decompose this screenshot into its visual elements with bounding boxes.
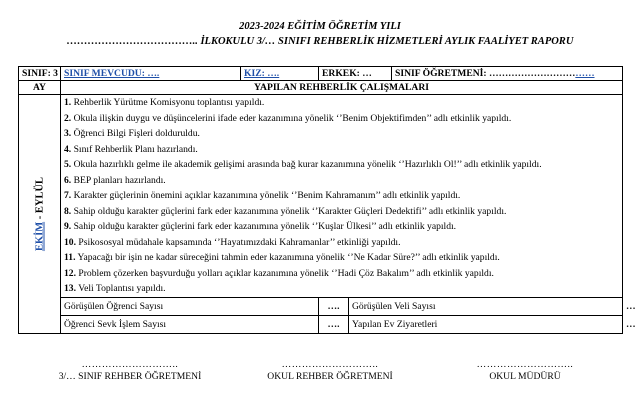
class-size-label: SINIF MEVCUDU: …. (61, 67, 241, 81)
activities-list (61, 95, 623, 298)
report-title: ……………………………….. İLKOKULU 3/… SINIFI REHBERLİK HİZMETLERİ AYLIK FAALİYET RAPORU (66, 36, 574, 47)
activity-item: 11. Yapacağı bir işin ne kadar süreceğini tahmin eder kazanımına yönelik ‘’Ne Kadar Süre?’’ adlı etkinlik yapıldı. (64, 252, 500, 263)
signature-line: ……………………….. (81, 359, 179, 370)
activity-item: 7. Karakter güçlerinin önemini açıklar kazanımına yönelik ‘’Benim Kahramanım’’ adlı etkinlik yapıldı. (64, 190, 461, 201)
students-met-value: …. (319, 297, 349, 315)
home-visits-label: Yapılan Ev Ziyaretleri (349, 315, 623, 333)
parents-met-label: Görüşülen Veli Sayısı (349, 297, 623, 315)
signature-principal (455, 360, 595, 383)
column-header-row (19, 81, 623, 95)
summary-row: Öğrenci Sevk İşlem Sayısı …. Yapılan Ev Ziyaretleri … (19, 315, 623, 333)
boys-count-label: ERKEK: … (319, 67, 392, 81)
month-label: EKİM - EYLÜL (34, 176, 45, 251)
month-column-header: AY (19, 81, 61, 95)
girls-count-label: KIZ: …. (241, 67, 319, 81)
summary-row: Görüşülen Öğrenci Sayısı …. Görüşülen Veli Sayısı … (19, 297, 623, 315)
activity-item: 4. Sınıf Rehberlik Planı hazırlandı. (64, 143, 198, 155)
activity-item: 2. Okula ilişkin duygu ve düşüncelerini ifade eder kazanımına yönelik ‘’Benim Objektifimden’’ adlı etkinlik yapıldı. (64, 112, 512, 124)
referrals-value: …. (319, 315, 349, 333)
activities-column-header: YAPILAN REHBERLİK ÇALIŞMALARI (61, 81, 623, 95)
signature-title: OKUL REHBER ÖĞRETMENİ (267, 371, 393, 382)
activity-item: 10. Psikososyal müdahale kapsamında ‘’Hayatımızdaki Kahramanlar’’ etkinliği yapıldı. (64, 236, 401, 248)
activity-item: 9. Sahip olduğu karakter güçlerini fark eder kazanımına yönelik ‘’Kuşlar Ülkesi’’ adlı etkinlik yapıldı. (64, 221, 457, 232)
students-met-label: Görüşülen Öğrenci Sayısı (61, 297, 319, 315)
activity-item: 13. Veli Toplantısı yapıldı. (64, 283, 166, 294)
activities-row (19, 95, 623, 298)
activity-item: 5. Okula hazırlıklı gelme ile akademik gelişimi arasında bağ kurar kazanımına yönelik ‘’Hazırlıklı Ol!’’ adlı etkinlik yapıldı. (64, 159, 542, 170)
class-label: SINIF: 3 (19, 67, 61, 81)
signature-title: OKUL MÜDÜRÜ (489, 371, 561, 382)
activity-item: 3. Öğrenci Bilgi Fişleri dolduruldu. (64, 128, 200, 139)
activity-item: 1. Rehberlik Yürütme Komisyonu toplantısı yapıldı. (64, 97, 265, 108)
activity-item: 6. BEP planları hazırlandı. (64, 174, 166, 186)
report-table (18, 66, 636, 334)
month-cell (19, 95, 61, 334)
activity-item: 8. Sahip olduğu karakter güçlerini fark eder kazanımına yönelik ‘’Karakter Güçleri Dedektifi’’ adlı etkinlik yapıldı. (64, 205, 507, 217)
signature-line: ……………………….. (281, 359, 379, 370)
activity-item: 12. Problem çözerken başvurduğu yolları açıklar kazanımına yönelik ‘’Hadi Çöz Bakalım’’ adlı etkinlik yapıldı. (64, 267, 494, 279)
signature-school-counselor (250, 360, 410, 383)
report-year-title: 2023-2024 EĞİTİM ÖĞRETİM YILI (239, 21, 401, 32)
class-info-row (19, 67, 623, 81)
signature-line: ……………………….. (476, 359, 574, 370)
class-teacher-label: SINIF ÖĞRETMENİ: …………………………… (392, 67, 623, 81)
signature-class-teacher (30, 360, 230, 383)
signature-title: 3/… SINIF REHBER ÖĞRETMENİ (58, 371, 202, 382)
referrals-label: Öğrenci Sevk İşlem Sayısı (61, 315, 319, 333)
